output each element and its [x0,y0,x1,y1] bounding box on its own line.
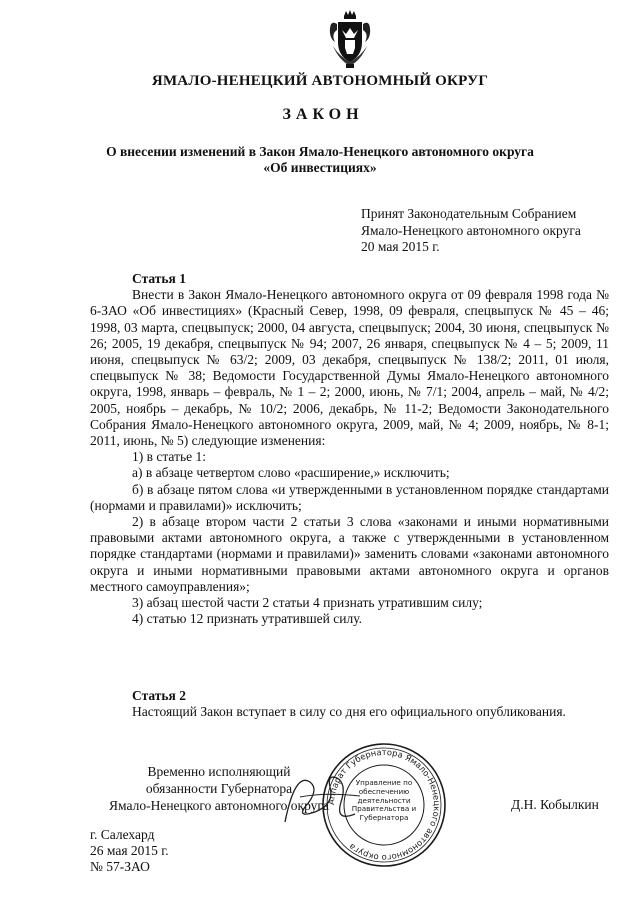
signatory-line-3: Ямало-Ненецкого автономного округа [109,798,329,813]
city: г. Салехард [90,827,155,842]
article-2 [90,688,609,720]
law-title-line-2: «Об инвестициях» [263,160,377,175]
article-1-heading: Статья 1 [132,271,186,286]
law-title [60,144,580,176]
item-3: 3) абзац шестой части 2 статьи 4 признать утратившим силу; [132,595,483,611]
law-title-line-1: О внесении изменений в Закон Ямало-Ненецкого автономного округа [106,144,534,159]
item-1b: б) в абзаце пятом слова «и утвержденными в установленном порядке стандартами (нормами и правилами)» исключить; [90,481,609,513]
article-2-text: Настоящий Закон вступает в силу со дня его официального опубликования. [132,704,566,720]
item-1: 1) в статье 1: [132,449,206,465]
adoption-line-1: Принят Законодательным Собранием [361,206,577,221]
stamp-center-text: Управление по обеспечению деятельности Правительства и Губернатора [351,779,417,823]
law-number: № 57-ЗАО [90,859,150,875]
coat-of-arms-icon [327,8,373,70]
signing-date: 26 мая 2015 г. [90,843,169,859]
region-title: ЯМАЛО-НЕНЕЦКИЙ АВТОНОМНЫЙ ОКРУГ [151,73,489,89]
adoption-note [361,206,581,256]
article-1-intro: Внести в Закон Ямало-Ненецкого автономного округа от 09 февраля 1998 года № 6-ЗАО «Об инвестициях» (Красный Север, 1998, 09 февраля, спецвыпуск № 45 – 46; 1998, 03 марта, спецвыпуск; 2000, 04 августа, спецвыпуск; 2004, 30 июня, спецвыпуск № 26; 2005, 19 декабря, спецвыпуск № 94; 2007, 26 января, спецвыпуск № 4 – 5; 2009, 11 июня, спецвыпуск № 63/2; 2009, 03 декабря, спецвыпуск № 138/2; 2011, 01 июля, спецвыпуск № 38; Ведомости Государственной Думы Ямало-Ненецкого автономного округа, 1998, январь – февраль, № 1 – 2; 2000, июнь, № 7/1; 2004, апрель – май, № 4/2; 2005, ноябрь – декабрь, № 10/2; 2006, декабрь, № 11-2; Ведомости Законодательного Собрания Ямало-Ненецкого автономного округа, 2009, май, № 4; 2009, ноябрь, № 8-1; 2011, июнь, № 5) следующие изменения: [90,287,609,449]
article-2-heading: Статья 2 [132,688,186,703]
article-1 [90,271,609,627]
item-4: 4) статью 12 признать утратившей силу. [132,611,362,627]
place-date-block [90,827,169,876]
signatory-line-2: обязанности Губернатора [145,781,293,796]
adoption-date: 20 мая 2015 г. [361,239,440,254]
item-1a: а) в абзаце четвертом слово «расширение,» исключить; [132,465,450,481]
adoption-line-2: Ямало-Ненецкого автономного округа [361,222,581,238]
signer-name: Д.Н. Кобылкин [511,797,599,812]
official-stamp [320,741,448,869]
stamp-ring-text: Аппарат Губернатора Ямало-Ненецкого автономного округа [325,746,443,864]
item-2: 2) в абзаце втором части 2 статьи 3 слова «законами и иными нормативными правовыми актами автономного округа, а также с утвержденными в установленном порядке стандартами (нормами и правилами)» заменить словами «законами автономного округа и иными нормативными правовыми актами автономного округа и органов местного самоуправления»; [90,514,609,594]
signatory-line-1: Временно исполняющий [147,764,291,779]
document-type: ЗАКОН [282,106,364,123]
